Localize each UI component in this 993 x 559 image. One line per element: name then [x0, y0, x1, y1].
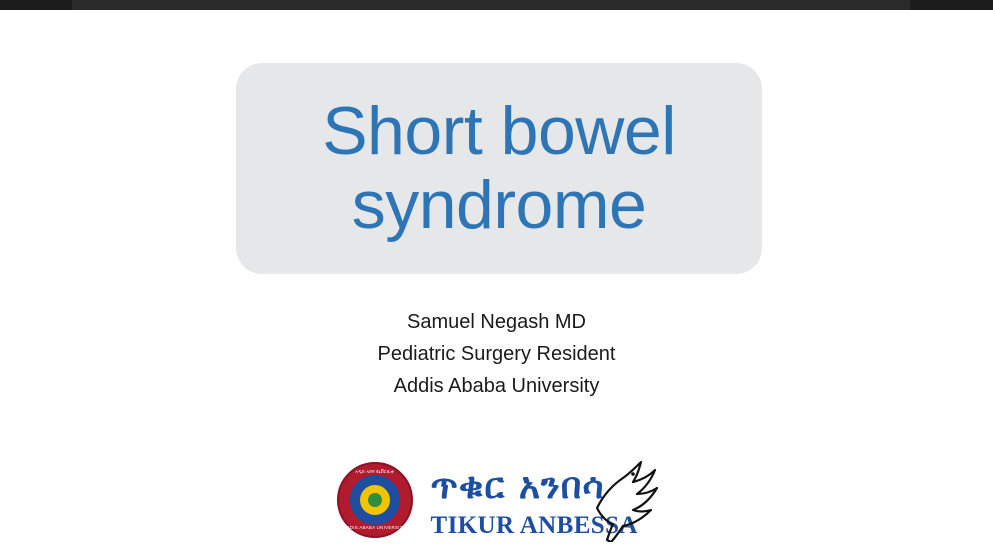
addis-ababa-university-seal-icon	[337, 462, 413, 538]
seal-core-emblem	[360, 485, 390, 515]
lion-icon	[589, 456, 659, 542]
logo-row	[0, 462, 993, 544]
presenter-name: Samuel Negash MD	[407, 311, 586, 333]
window-top-bar	[0, 0, 993, 10]
seal-bottom-text: ADDIS ABABA UNIVERSITY	[343, 524, 406, 530]
presenter-block	[0, 306, 993, 402]
presenter-institution: Addis Ababa University	[393, 375, 600, 397]
page-title: Short bowel syndrome	[322, 93, 676, 243]
seal-inner-ring	[350, 475, 400, 525]
tikur-anbessa-amharic-text: ጥቁር አንበሳ	[430, 466, 605, 507]
presenter-role: Pediatric Surgery Resident	[377, 343, 616, 365]
window-top-bar-inner	[72, 0, 910, 10]
tikur-anbessa-logo	[427, 462, 657, 544]
seal-top-text: አዲስ አበባ ዩኒቨርሲቲ	[355, 469, 394, 474]
tikur-anbessa-latin-text: TIKUR ANBESSA	[430, 512, 638, 539]
title-card	[236, 63, 762, 274]
